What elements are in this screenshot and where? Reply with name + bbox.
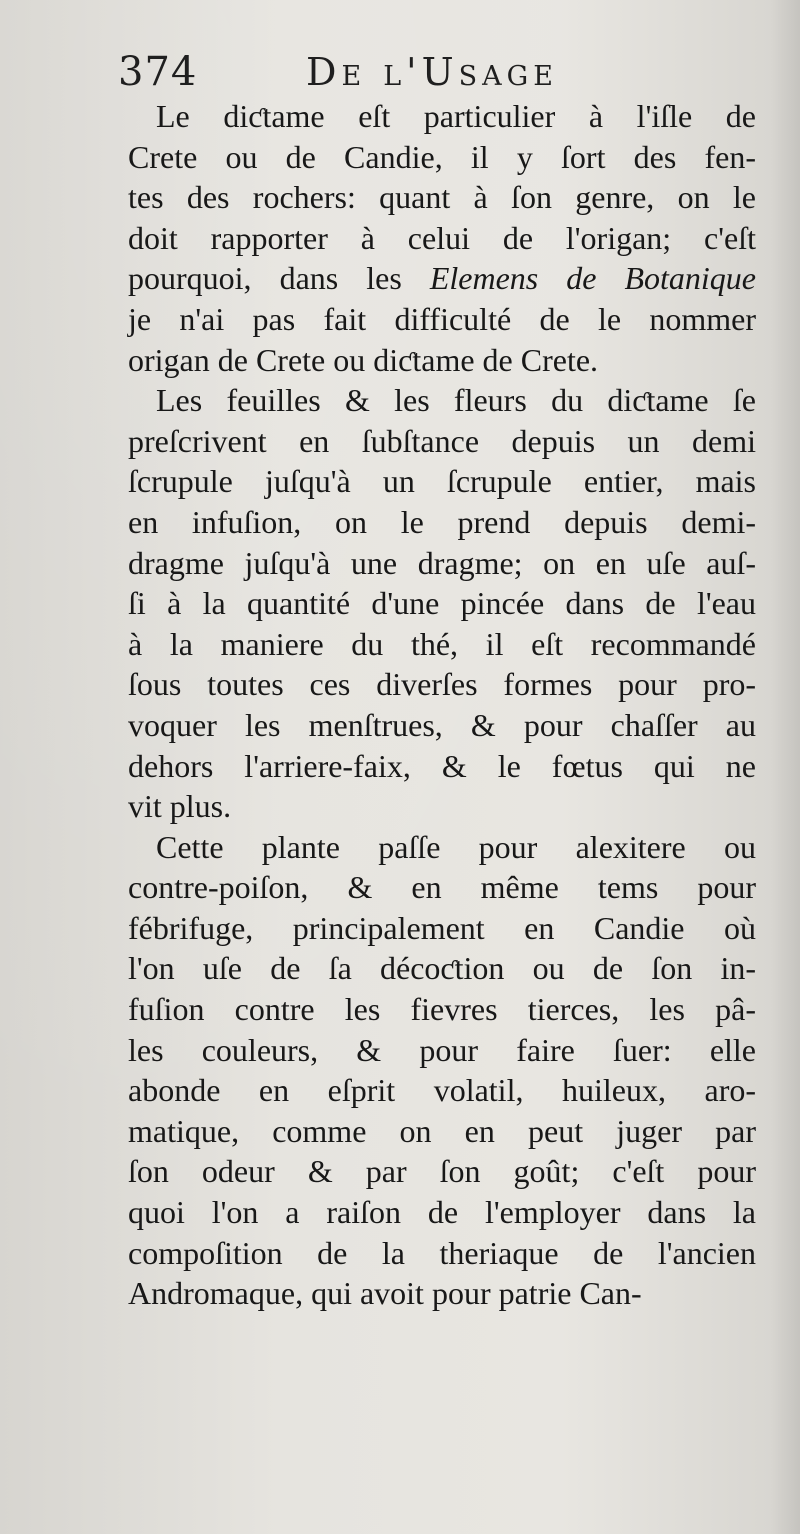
book-title: Elemens de Botanique bbox=[429, 260, 757, 297]
page-header bbox=[118, 46, 748, 98]
text-line: en infuſion, on le prend depuis demi- bbox=[128, 503, 756, 540]
text-line: fébrifuge, principalement en Candie où bbox=[128, 909, 756, 946]
text-line: ſcrupule juſqu'à un ſcrupule entier, mais bbox=[128, 463, 756, 500]
text-line: ſous toutes ces diverſes formes pour pro- bbox=[128, 666, 756, 703]
text-line: l'on uſe de ſa décoƈtion ou de ſon in- bbox=[128, 950, 756, 987]
text-line: Les feuilles & les fleurs du diƈtame ſe bbox=[156, 382, 756, 419]
text-line: compoſition de la theriaque de l'ancien bbox=[128, 1234, 756, 1271]
body-text bbox=[128, 96, 756, 1314]
page-number: 374 bbox=[118, 49, 198, 95]
text-line: preſcrivent en ſubſtance depuis un demi bbox=[128, 422, 756, 459]
text-line: abonde en eſprit volatil, huileux, aro- bbox=[128, 1072, 756, 1109]
running-head: De l'Usage bbox=[306, 50, 558, 94]
text-line: voquer les menſtrues, & pour chaſſer au bbox=[128, 706, 756, 743]
text-line: ſon odeur & par ſon goût; c'eſt pour bbox=[128, 1153, 756, 1190]
text-line: origan de Crete ou diƈtame de Crete. bbox=[128, 341, 599, 378]
text-line: fuſion contre les fievres tierces, les pâ- bbox=[128, 991, 756, 1028]
text-line: ſi à la quantité d'une pincée dans de l'eau bbox=[128, 585, 756, 622]
text-line: Cette plante paſſe pour alexitere ou bbox=[156, 828, 756, 865]
text-line-with-title bbox=[128, 258, 756, 299]
text-line: dehors l'arriere-faix, & le fœtus qui ne bbox=[128, 747, 756, 784]
text-segment: pourquoi, dans les bbox=[128, 260, 402, 297]
text-line: contre-poiſon, & en même tems pour bbox=[128, 869, 756, 906]
text-line: tes des rochers: quant à ſon genre, on le bbox=[128, 179, 756, 216]
text-line: à la maniere du thé, il eſt recommandé bbox=[128, 625, 756, 662]
text-line: matique, comme on en peut juger par bbox=[128, 1112, 756, 1149]
text-line: les couleurs, & pour faire ſuer: elle bbox=[128, 1031, 756, 1068]
text-line: Le diƈtame eſt particulier à l'iſle de bbox=[156, 98, 756, 134]
text-line: doit rapporter à celui de l'origan; c'eſt bbox=[128, 219, 756, 256]
text-line: vit plus. bbox=[128, 788, 232, 825]
text-line: dragme juſqu'à une dragme; on en uſe auſ- bbox=[128, 544, 756, 581]
text-line: Andromaque, qui avoit pour patrie Can- bbox=[128, 1275, 642, 1312]
text-line: je n'ai pas fait difficulté de le nommer bbox=[128, 300, 756, 337]
text-line: Crete ou de Candie, il y ſort des fen- bbox=[128, 138, 756, 175]
text-line: quoi l'on a raiſon de l'employer dans la bbox=[128, 1194, 756, 1231]
